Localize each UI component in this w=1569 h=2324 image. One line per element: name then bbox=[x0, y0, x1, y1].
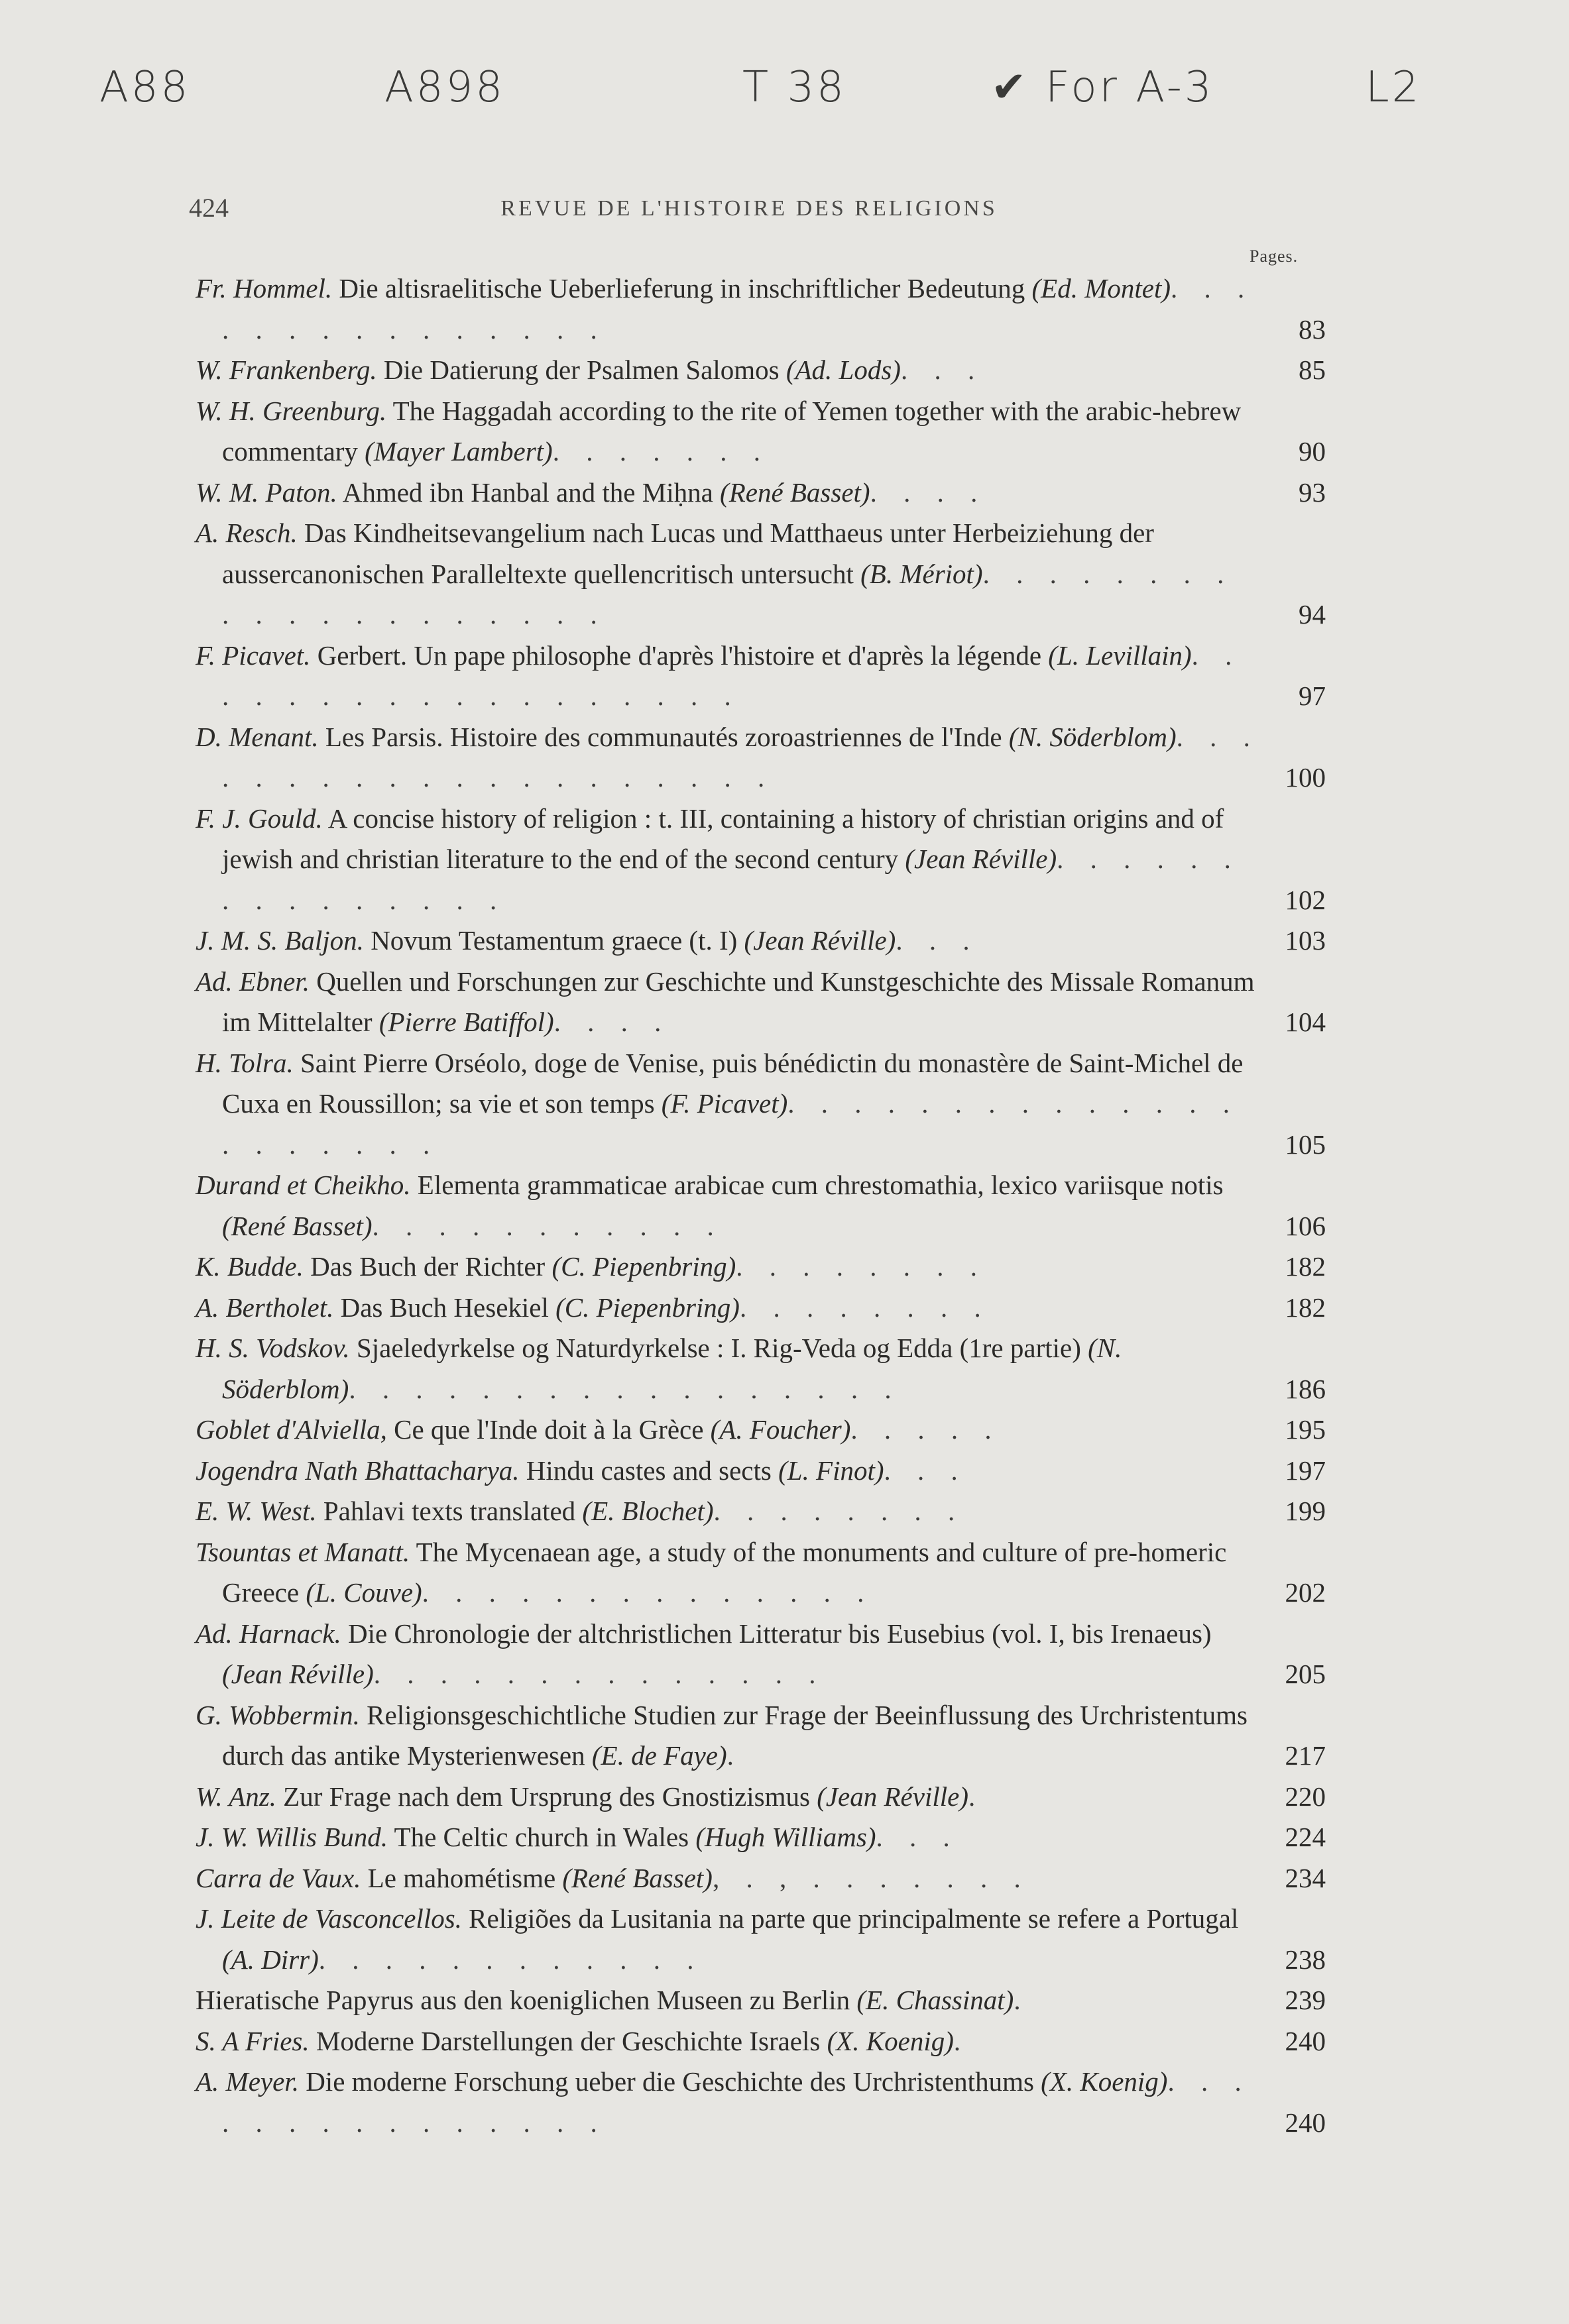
entry-leader-dots: . . . . . . . . . . . . . . . . . . bbox=[222, 639, 1242, 711]
entry-reviewer: (Ed. Montet) bbox=[1031, 273, 1171, 304]
entry-reviewer: (A. Dirr) bbox=[222, 1944, 319, 1975]
index-entry bbox=[196, 1777, 1326, 1818]
entry-reviewer: (C. Piepenbring) bbox=[555, 1292, 740, 1323]
entry-reviewer: (Ad. Lods) bbox=[785, 355, 901, 385]
entry-reviewer: (Jean Réville) bbox=[744, 925, 896, 956]
entry-author: E. W. West. bbox=[196, 1496, 317, 1526]
entry-author: Goblet d'Alviella, bbox=[196, 1414, 387, 1445]
entry-page-number: 238 bbox=[1285, 1944, 1326, 1975]
index-entry bbox=[196, 1288, 1326, 1329]
entry-leader-dots: . . . . . . . bbox=[552, 436, 770, 467]
handwritten-mark-2: A898 bbox=[384, 63, 505, 112]
entry-author: Durand et Cheikho. bbox=[196, 1170, 411, 1200]
entry-reviewer: (C. Piepenbring) bbox=[552, 1251, 736, 1282]
entry-title: Hindu castes and sects bbox=[519, 1455, 779, 1486]
entry-leader-dots: . . . . . . . . . . . . bbox=[318, 1944, 704, 1975]
index-entry bbox=[196, 350, 1326, 391]
entry-author: Ad. Harnack. bbox=[196, 1618, 341, 1649]
entry-reviewer: (Mayer Lambert) bbox=[365, 436, 553, 467]
index-entry bbox=[196, 1899, 1326, 1980]
entry-leader-dots: . bbox=[953, 2025, 971, 2056]
index-entry bbox=[196, 1165, 1326, 1246]
entry-title: Sjaeledyrkelse og Naturdyrkelse : I. Rig-Veda og Edda (1re partie) bbox=[349, 1333, 1088, 1363]
entry-author: Ad. Ebner. bbox=[196, 966, 310, 997]
handwritten-mark-3: T 38 bbox=[742, 63, 846, 112]
entry-author: A. Meyer. bbox=[196, 2066, 299, 2097]
index-entry bbox=[196, 1532, 1326, 1614]
index-entry bbox=[196, 2062, 1326, 2143]
entry-author: A. Resch. bbox=[196, 518, 298, 548]
entry-author: D. Menant. bbox=[196, 721, 319, 752]
entry-author: G. Wobbermin. bbox=[196, 1699, 360, 1730]
entry-page-number: 197 bbox=[1285, 1455, 1326, 1486]
entry-leader-dots: . bbox=[726, 1740, 744, 1771]
index-entry bbox=[196, 1980, 1326, 2021]
index-entry bbox=[196, 1817, 1326, 1858]
handwritten-mark-5: L2 bbox=[1366, 63, 1422, 112]
index-entry bbox=[196, 962, 1326, 1043]
entry-title: Religiões da Lusitania na parte que principalmente se refere a Portugal bbox=[461, 1903, 1239, 1934]
entry-leader-dots: . . . . . . . . . . . . . . . bbox=[222, 273, 1255, 345]
entry-author: W. M. Paton. bbox=[196, 476, 337, 508]
index-entry bbox=[196, 513, 1326, 636]
entry-page-number: 182 bbox=[1285, 1251, 1326, 1282]
entry-page-number: 199 bbox=[1285, 1496, 1326, 1526]
entry-author: S. A Fries. bbox=[196, 2025, 310, 2056]
entry-author: Tsountas et Manatt. bbox=[196, 1536, 410, 1567]
entry-page-number: 106 bbox=[1285, 1210, 1326, 1241]
entry-author: J. M. S. Baljon. bbox=[196, 925, 364, 956]
entry-page-number: 94 bbox=[1299, 599, 1326, 630]
entry-author: F. J. Gould. bbox=[196, 802, 323, 834]
entry-title: Ce que l'Inde doit à la Grèce bbox=[386, 1414, 711, 1445]
index-entry bbox=[196, 1043, 1326, 1166]
entry-leader-dots: . . . . . bbox=[850, 1414, 1002, 1445]
entry-page-number: 202 bbox=[1285, 1577, 1326, 1608]
entry-reviewer: (E. de Faye) bbox=[591, 1740, 727, 1771]
entry-page-number: 97 bbox=[1299, 681, 1326, 711]
entry-page-number: 85 bbox=[1299, 355, 1326, 385]
entry-page-number: 220 bbox=[1285, 1781, 1326, 1812]
entry-title: Die Chronologie der altchristlichen Litteratur bis Eusebius (vol. I, bis Irenaeus) bbox=[341, 1618, 1212, 1649]
handwritten-mark-4: ✔ For A-3 bbox=[991, 63, 1214, 112]
entry-title: Les Parsis. Histoire des communautés zoroastriennes de l'Inde bbox=[318, 721, 1009, 752]
entry-author: Carra de Vaux. bbox=[196, 1862, 361, 1893]
entry-page-number: 195 bbox=[1285, 1414, 1326, 1445]
entry-title: The Mycenaean age, a study of the monuments and culture of pre-homeric Greece bbox=[222, 1536, 1227, 1608]
index-entry bbox=[196, 636, 1326, 717]
entry-reviewer: (L. Levillain) bbox=[1048, 639, 1192, 671]
entry-title: The Celtic church in Wales bbox=[388, 1822, 696, 1852]
entry-author: J. Leite de Vasconcellos. bbox=[196, 1903, 462, 1934]
entry-leader-dots: . . . . . . . . bbox=[736, 1251, 988, 1282]
index-entry bbox=[196, 1614, 1326, 1695]
entry-leader-dots: . . . . . . . . . . . . . . . bbox=[222, 844, 1241, 915]
entry-title: Quellen und Forschungen zur Geschichte und Kunstgeschichte des Missale Romanum im Mittelalter bbox=[222, 966, 1255, 1037]
entry-page-number: 224 bbox=[1285, 1822, 1326, 1852]
entry-page-number: 240 bbox=[1285, 2025, 1326, 2056]
entry-reviewer: (A. Foucher) bbox=[710, 1414, 851, 1445]
entry-reviewer: (L. Finot) bbox=[778, 1455, 884, 1486]
entry-page-number: 100 bbox=[1285, 762, 1326, 793]
entry-leader-dots: . . . . . . . . bbox=[713, 1496, 965, 1526]
entry-title: Saint Pierre Orséolo, doge de Venise, puis bénédictin du monastère de Saint-Michel de Cuxa en Roussillon; sa vie et son temps bbox=[222, 1047, 1244, 1119]
entry-author: W. Anz. bbox=[196, 1781, 276, 1812]
entry-title: Moderne Darstellungen der Geschichte Israels bbox=[309, 2025, 827, 2056]
entry-page-number: 102 bbox=[1285, 884, 1326, 915]
entry-leader-dots: . . . . . . . . . . . . . . . . . . . . bbox=[222, 721, 1260, 793]
index-entry bbox=[196, 1246, 1326, 1288]
entry-reviewer: (René Basset) bbox=[720, 476, 870, 508]
entry-leader-dots: . . . bbox=[884, 1455, 968, 1486]
entry-page-number: 186 bbox=[1285, 1373, 1326, 1404]
index-entry bbox=[196, 1410, 1326, 1451]
entry-author: H. Tolra. bbox=[196, 1047, 294, 1078]
index-entry bbox=[196, 268, 1326, 350]
entry-title: The Haggadah according to the rite of Yemen together with the arabic-hebrew commentary bbox=[222, 395, 1242, 467]
pages-column-label: Pages. bbox=[1249, 247, 1299, 266]
entry-title: Das Kindheitsevangelium nach Lucas und Matthaeus unter Herbeiziehung der aussercanonischen Paralleltexte quellencritisch untersucht bbox=[222, 518, 1154, 589]
handwritten-mark-1: A88 bbox=[99, 63, 191, 112]
entry-leader-dots: . . . . . . . . . . . . . . bbox=[373, 1659, 826, 1689]
entry-leader-dots: . . . . . . . . . . . bbox=[372, 1210, 724, 1241]
entry-reviewer: (N. Söderblom) bbox=[222, 1333, 1122, 1404]
entry-author: W. Frankenberg. bbox=[196, 355, 377, 385]
entry-title: Die Datierung der Psalmen Salomos bbox=[377, 355, 786, 385]
entry-page-number: 217 bbox=[1285, 1740, 1326, 1771]
entry-leader-dots: , . , . . . . . . . bbox=[712, 1862, 1031, 1893]
entry-author: K. Budde. bbox=[196, 1251, 304, 1282]
entry-reviewer: (Jean Réville) bbox=[905, 844, 1057, 874]
entry-reviewer: (X. Koenig) bbox=[827, 2025, 954, 2056]
entry-reviewer: (B. Mériot) bbox=[860, 558, 983, 589]
index-entry bbox=[196, 799, 1326, 921]
index-entry bbox=[196, 1328, 1326, 1410]
entry-title: Die moderne Forschung ueber die Geschichte des Urchristenthums bbox=[298, 2066, 1041, 2097]
entry-reviewer: (René Basset) bbox=[222, 1210, 373, 1241]
entry-page-number: 93 bbox=[1299, 476, 1326, 508]
entry-leader-dots: . . . . . . . . . . . . . . . . . . . . . bbox=[222, 1088, 1240, 1160]
entry-leader-dots: . . . . . . . . . . . . . . bbox=[422, 1577, 874, 1608]
entry-title: Das Buch der Richter bbox=[303, 1251, 552, 1282]
index-entry bbox=[196, 2021, 1326, 2062]
entry-page-number: 205 bbox=[1285, 1659, 1326, 1689]
review-index-list bbox=[196, 268, 1326, 2143]
entry-title: Die altisraelitische Ueberlieferung in inschriftlicher Bedeutung bbox=[332, 273, 1032, 304]
entry-leader-dots: . . . bbox=[876, 1822, 960, 1852]
entry-reviewer: (N. Söderblom) bbox=[1008, 721, 1177, 752]
entry-reviewer: (Jean Réville) bbox=[817, 1781, 968, 1812]
entry-page-number: 104 bbox=[1285, 1007, 1326, 1037]
entry-reviewer: (Hugh Williams) bbox=[695, 1822, 876, 1852]
entry-title: Hieratische Papyrus aus den koeniglichen Museen zu Berlin bbox=[196, 1985, 857, 2015]
entry-title: Gerbert. Un pape philosophe d'après l'histoire et d'après la légende bbox=[310, 639, 1049, 671]
entry-leader-dots: . . . . . . . . . . . . . . . bbox=[222, 2066, 1251, 2138]
entry-leader-dots: . . . . . . . . . . . . . . . . . . . . bbox=[222, 558, 1234, 630]
entry-author: J. W. Willis Bund. bbox=[196, 1822, 388, 1852]
entry-title: Pahlavi texts translated bbox=[316, 1496, 583, 1526]
entry-title: A concise history of religion : t. III, containing a history of christian origins and of jewish and christian literature to the end of the second century bbox=[222, 802, 1224, 874]
entry-author: A. Bertholet. bbox=[196, 1292, 334, 1323]
index-entry bbox=[196, 1858, 1326, 1899]
entry-reviewer: (X. Koenig) bbox=[1041, 2066, 1168, 2097]
entry-leader-dots: . . . . bbox=[870, 476, 988, 508]
entry-leader-dots: . . . . . . . . . . . . . . . . . bbox=[349, 1373, 901, 1404]
entry-title: Religionsgeschichtliche Studien zur Frage der Beeinflussung des Urchristentums durch das antike Mysterienwesen bbox=[222, 1699, 1248, 1771]
entry-title: Elementa grammaticae arabicae cum chrestomathia, lexico variisque notis bbox=[410, 1170, 1224, 1200]
entry-reviewer: (Jean Réville) bbox=[222, 1659, 374, 1689]
entry-page-number: 240 bbox=[1285, 2107, 1326, 2138]
index-entry bbox=[196, 391, 1326, 472]
entry-reviewer: (E. Chassinat) bbox=[856, 1985, 1014, 2015]
page-header bbox=[0, 192, 1569, 232]
entry-title: Das Buch Hesekiel bbox=[333, 1292, 556, 1323]
entry-author: Jogendra Nath Bhattacharya. bbox=[196, 1455, 520, 1486]
entry-page-number: 234 bbox=[1285, 1862, 1326, 1893]
entry-page-number: 103 bbox=[1285, 925, 1326, 956]
entry-page-number: 90 bbox=[1299, 436, 1326, 467]
entry-title: Le mahométisme bbox=[361, 1862, 563, 1893]
index-entry bbox=[196, 1491, 1326, 1532]
entry-reviewer: (E. Blochet) bbox=[582, 1496, 714, 1526]
running-title: REVUE DE L'HISTOIRE DES RELIGIONS bbox=[500, 196, 998, 221]
entry-leader-dots: . . . bbox=[900, 355, 985, 385]
page-number: 424 bbox=[189, 193, 229, 223]
entry-author: Fr. Hommel. bbox=[196, 273, 333, 304]
entry-page-number: 105 bbox=[1285, 1129, 1326, 1160]
entry-reviewer: (René Basset) bbox=[562, 1862, 713, 1893]
entry-reviewer: (Pierre Batiffol) bbox=[378, 1007, 554, 1037]
entry-leader-dots: . . . . bbox=[553, 1007, 671, 1037]
entry-reviewer: (L. Couve) bbox=[306, 1577, 422, 1608]
entry-reviewer: (F. Picavet) bbox=[661, 1088, 788, 1119]
entry-leader-dots: . bbox=[1014, 1985, 1031, 2015]
index-entry bbox=[196, 1695, 1326, 1777]
entry-page-number: 239 bbox=[1285, 1985, 1326, 2015]
entry-author: W. H. Greenburg. bbox=[196, 395, 387, 426]
index-entry bbox=[196, 717, 1326, 799]
entry-author: F. Picavet. bbox=[196, 639, 311, 671]
index-entry bbox=[196, 920, 1326, 962]
entry-leader-dots: . . . . . . . . bbox=[739, 1292, 991, 1323]
index-entry bbox=[196, 472, 1326, 514]
entry-author: H. S. Vodskov. bbox=[196, 1333, 350, 1363]
entry-title: Novum Testamentum graece (t. I) bbox=[363, 925, 744, 956]
entry-page-number: 182 bbox=[1285, 1292, 1326, 1323]
index-entry bbox=[196, 1451, 1326, 1492]
entry-leader-dots: . . . bbox=[896, 925, 980, 956]
entry-title: Zur Frage nach dem Ursprung des Gnostizismus bbox=[276, 1781, 817, 1812]
entry-page-number: 83 bbox=[1299, 313, 1326, 345]
entry-title: Ahmed ibn Hanbal and the Miḥna bbox=[337, 476, 721, 508]
entry-leader-dots: . bbox=[968, 1781, 986, 1812]
